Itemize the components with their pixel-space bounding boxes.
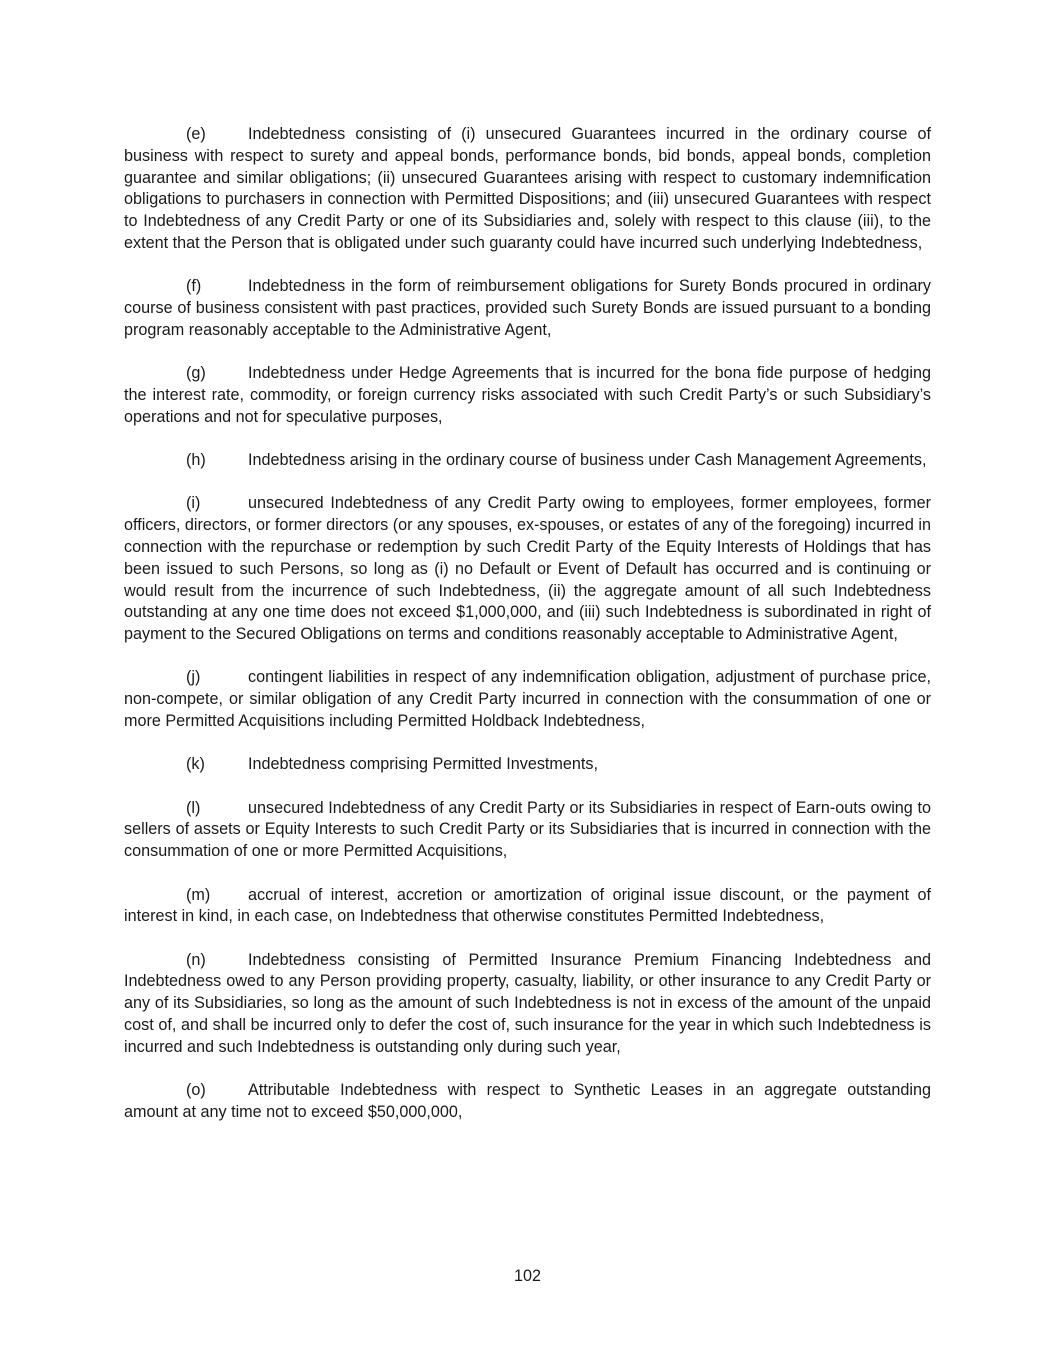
clause-text: Indebtedness under Hedge Agreements that is incurred for the bona fide purpose of hedging the interest rate, commodity, or foreign currency risks associated with such Credit Party’s or such Subsidiary’s operations and not for speculative purposes, — [124, 364, 931, 426]
clause-text: Indebtedness in the form of reimbursement obligations for Surety Bonds procured in ordinary course of business consistent with past practices, provided such Surety Bonds are issued pursuant to a bonding program reasonably acceptable to the Administrative Agent, — [124, 277, 931, 339]
clause-label: (m) — [186, 885, 211, 904]
clause-text: Indebtedness comprising Permitted Investments, — [248, 755, 598, 774]
clause-label: (j) — [186, 668, 201, 687]
paragraph-i — [124, 493, 931, 646]
clause-label: (n) — [186, 950, 206, 969]
clause-text: unsecured Indebtedness of any Credit Party or its Subsidiaries in respect of Earn-outs owing to sellers of assets or Equity Interests to such Credit Party or its Subsidiaries that is incurred in connection with the consummation of one or more Permitted Acquisitions, — [124, 798, 931, 861]
paragraph-o — [124, 1080, 931, 1124]
clause-label: (e) — [186, 125, 206, 143]
clause-text: accrual of interest, accretion or amortization of original issue discount, or the payment of interest in kind, in each case, on Indebtedness that otherwise constitutes Permitted Indebtedness, — [124, 885, 931, 926]
document-body — [124, 124, 931, 1145]
paragraph-k — [124, 754, 931, 776]
paragraph-h — [124, 450, 931, 472]
paragraph-l — [124, 798, 931, 863]
clause-text: Indebtedness arising in the ordinary course of business under Cash Management Agreements, — [248, 451, 927, 470]
clause-label: (f) — [186, 277, 202, 296]
clause-label: (k) — [186, 755, 205, 774]
clause-text: Indebtedness consisting of Permitted Insurance Premium Financing Indebtedness and Indebtedness owed to any Person providing property, casualty, liability, or other insurance to any Credit Party or any of its Subsidiaries, so long as the amount of such Indebtedness is not in excess of the amount of the unpaid cost of, and shall be incurred only to defer the cost of, such insurance for the year in which such Indebtedness is incurred and such Indebtedness is outstanding only during such year, — [124, 950, 931, 1056]
paragraph-g — [124, 363, 931, 428]
clause-label: (o) — [186, 1081, 206, 1100]
clause-label: (i) — [186, 494, 201, 513]
clause-text: Indebtedness consisting of (i) unsecured Guarantees incurred in the ordinary course of business with respect to surety and appeal bonds, performance bonds, bid bonds, appeal bonds, completion guarantee and similar obligations; (ii) unsecured Guarantees arising with respect to customary indemnification obligations to purchasers in connection with Permitted Dispositions; and (iii) unsecured Guarantees with respect to Indebtedness of any Credit Party or one of its Subsidiaries and, solely with respect to this clause (iii), to the extent that the Person that is obligated under such guaranty could have incurred such underlying Indebtedness, — [124, 125, 931, 252]
clause-text: unsecured Indebtedness of any Credit Party owing to employees, former employees, former officers, directors, or former directors (or any spouses, ex-spouses, or estates of any of the foregoing) incurred in connection with the repurchase or redemption by such Credit Party of the Equity Interests of Holdings that has been issued to such Persons, so long as (i) no Default or Event of Default has occurred and is continuing or would result from the incurrence of such Indebtedness, (ii) the aggregate amount of all such Indebtedness outstanding at any one time does not exceed $1,000,000, and (iii) such Indebtedness is subordinated in right of payment to the Secured Obligations on terms and conditions reasonably acceptable to Administrative Agent, — [124, 494, 931, 644]
paragraph-m — [124, 885, 931, 929]
paragraph-e — [124, 124, 931, 255]
paragraph-n — [124, 950, 931, 1059]
paragraph-j — [124, 667, 931, 732]
clause-label: (l) — [186, 798, 201, 817]
page-number: 102 — [513, 1267, 541, 1285]
clause-text: Attributable Indebtedness with respect to Synthetic Leases in an aggregate outstanding amount at any time not to exceed $50,000,000, — [124, 1081, 931, 1121]
clause-text: contingent liabilities in respect of any indemnification obligation, adjustment of purchase price, non-compete, or similar obligation of any Credit Party incurred in connection with the consummation of one or more Permitted Acquisitions including Permitted Holdback Indebtedness, — [124, 668, 931, 731]
clause-label: (g) — [186, 364, 206, 383]
paragraph-f — [124, 276, 931, 341]
clause-label: (h) — [186, 451, 206, 470]
